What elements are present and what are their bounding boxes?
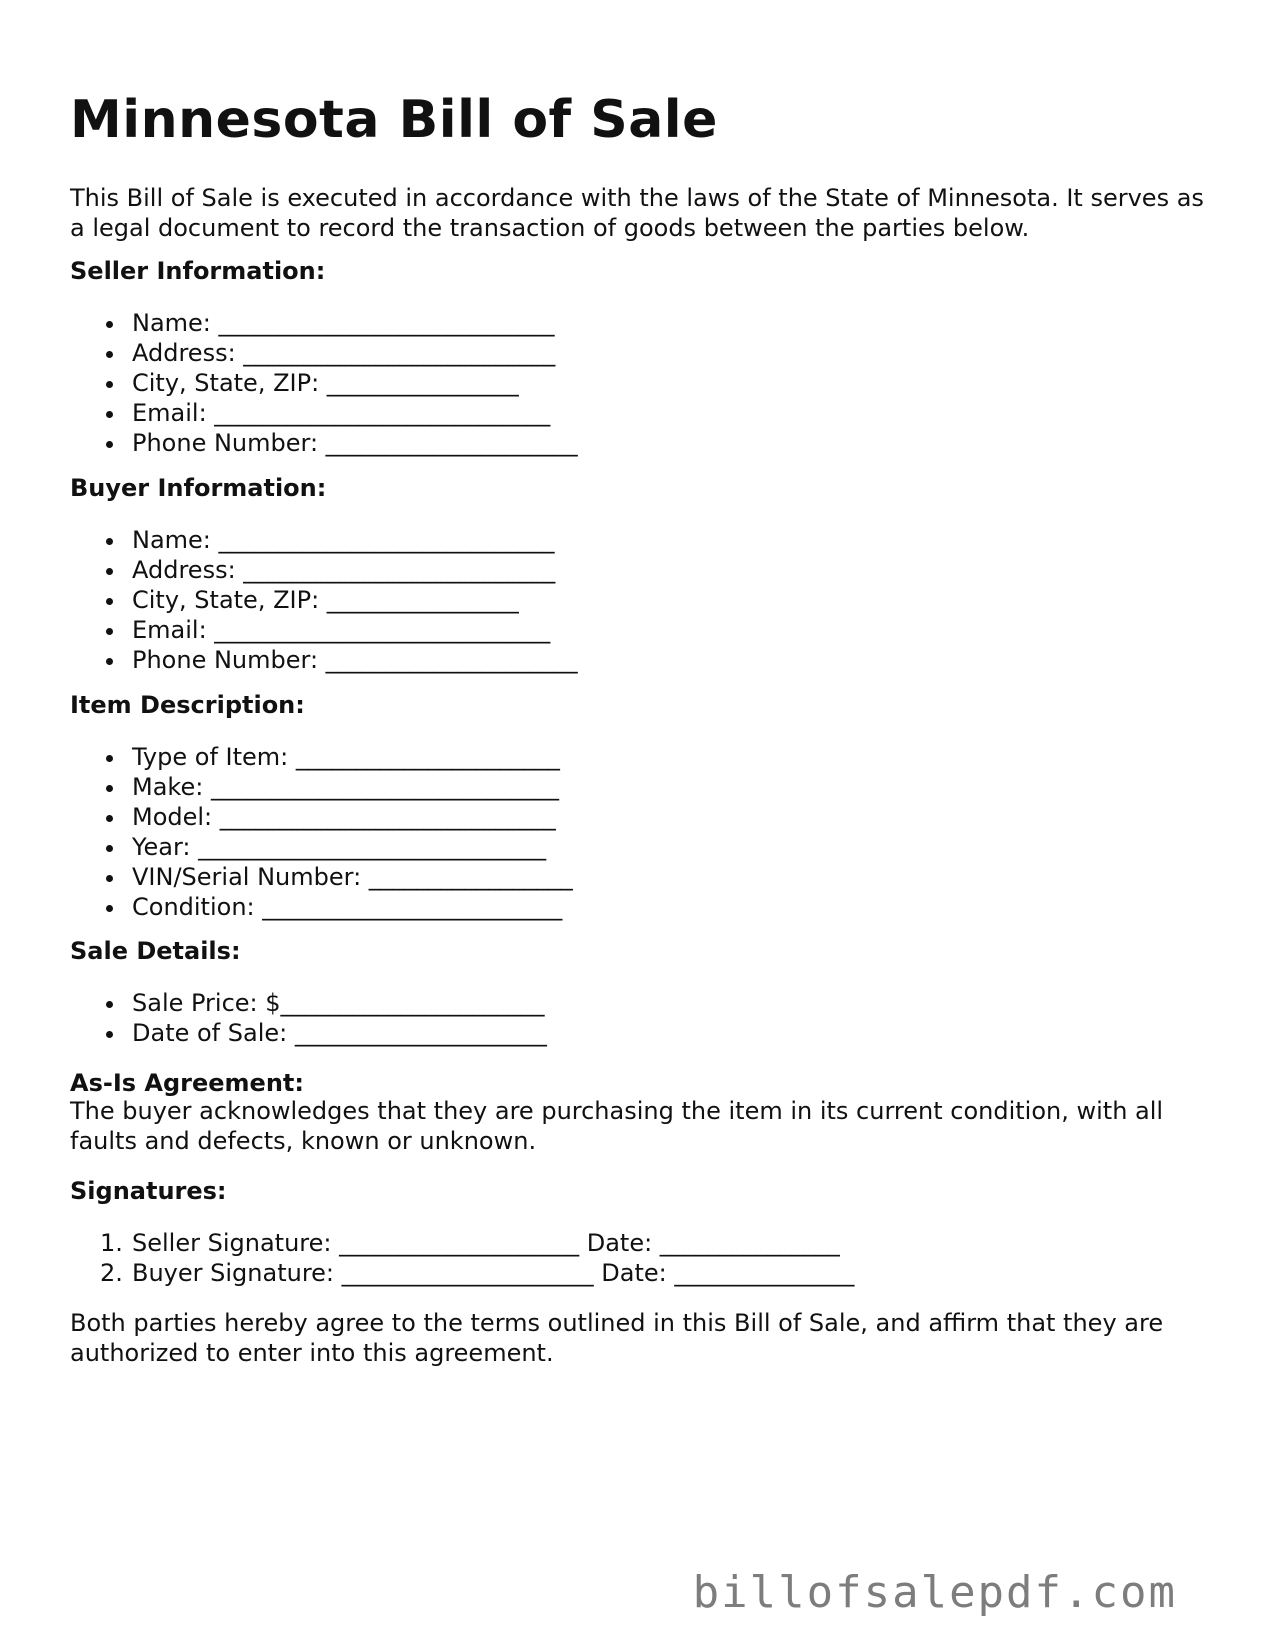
- seller-address-field[interactable]: Address: __________________________: [70, 338, 578, 368]
- seller-name-field[interactable]: Name: ____________________________: [70, 308, 578, 338]
- sale-fields: [70, 988, 547, 1048]
- buyer-city-state-zip-field[interactable]: City, State, ZIP: ________________: [70, 585, 578, 615]
- signature-number: 2.: [100, 1259, 123, 1287]
- signatures-heading: Signatures:: [70, 1177, 227, 1205]
- buyer-phone-field[interactable]: Phone Number: _____________________: [70, 645, 578, 675]
- buyer-fields: [70, 525, 578, 675]
- buyer-name-field[interactable]: Name: ____________________________: [70, 525, 578, 555]
- as-is-text: The buyer acknowledges that they are purchasing the item in its current condition, with all faults and defects, known or unknown.: [70, 1097, 1164, 1155]
- item-condition-field[interactable]: Condition: _________________________: [70, 892, 573, 922]
- sale-heading: Sale Details:: [70, 937, 241, 965]
- seller-fields: [70, 308, 578, 458]
- item-make-field[interactable]: Make: _____________________________: [70, 772, 573, 802]
- buyer-signature-line[interactable]: [70, 1258, 854, 1288]
- item-type-field[interactable]: Type of Item: ______________________: [70, 742, 573, 772]
- seller-signature-text: Seller Signature: ____________________ Date: _______________: [132, 1229, 840, 1257]
- buyer-signature-text: Buyer Signature: _____________________ Date: _______________: [132, 1259, 855, 1287]
- seller-phone-field[interactable]: Phone Number: _____________________: [70, 428, 578, 458]
- buyer-email-field[interactable]: Email: ____________________________: [70, 615, 578, 645]
- signature-list: [70, 1228, 854, 1288]
- signature-number: 1.: [100, 1229, 123, 1257]
- seller-email-field[interactable]: Email: ____________________________: [70, 398, 578, 428]
- seller-city-state-zip-field[interactable]: City, State, ZIP: ________________: [70, 368, 578, 398]
- sale-price-field[interactable]: Sale Price: $______________________: [70, 988, 547, 1018]
- seller-heading: Seller Information:: [70, 257, 326, 285]
- watermark: billofsalepdf.com: [692, 1567, 1177, 1618]
- item-heading: Item Description:: [70, 691, 305, 719]
- item-model-field[interactable]: Model: ____________________________: [70, 802, 573, 832]
- item-fields: [70, 742, 573, 922]
- closing-paragraph: Both parties hereby agree to the terms outlined in this Bill of Sale, and affirm that they are authorized to enter into this agreement.: [70, 1309, 1164, 1367]
- sale-date-field[interactable]: Date of Sale: _____________________: [70, 1018, 547, 1048]
- item-year-field[interactable]: Year: _____________________________: [70, 832, 573, 862]
- buyer-address-field[interactable]: Address: __________________________: [70, 555, 578, 585]
- seller-signature-line[interactable]: [70, 1228, 854, 1258]
- as-is-heading: As-Is Agreement:: [70, 1069, 304, 1097]
- page-title: Minnesota Bill of Sale: [70, 90, 718, 150]
- buyer-heading: Buyer Information:: [70, 474, 327, 502]
- intro-paragraph: This Bill of Sale is executed in accordance with the laws of the State of Minnesota. It serves as a legal document to record the transaction of goods between the parties below.: [70, 184, 1204, 242]
- item-vin-field[interactable]: VIN/Serial Number: _________________: [70, 862, 573, 892]
